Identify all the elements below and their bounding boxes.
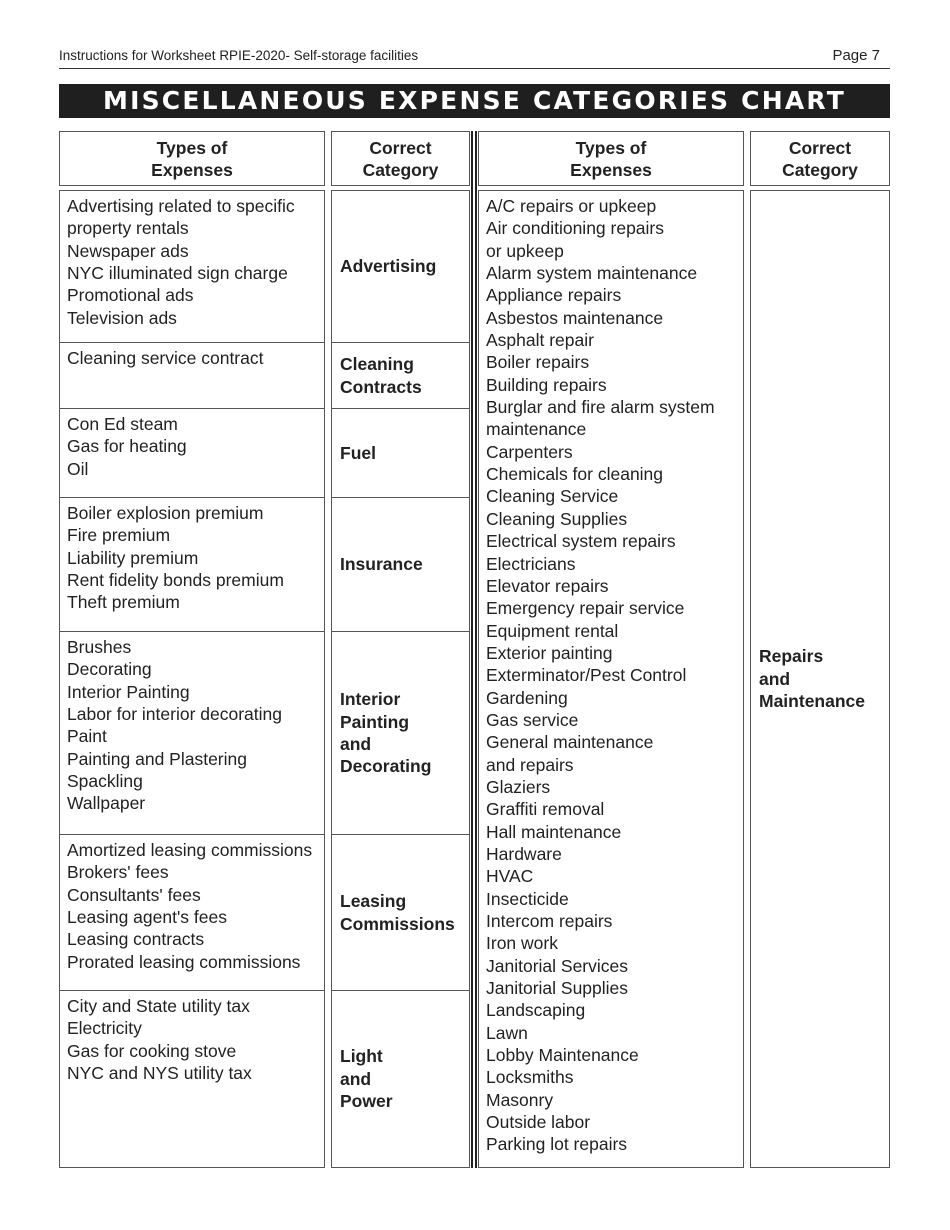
expense-item: Spackling <box>67 771 143 792</box>
expense-item: City and State utility tax <box>67 996 250 1016</box>
expense-item: Chemicals for cleaning <box>486 464 664 485</box>
expense-item: Con Ed steam <box>67 414 178 434</box>
expense-item: Liability premium <box>67 547 199 568</box>
expense-item: Decorating <box>67 659 152 680</box>
left-category-cell: Insurance <box>331 497 470 632</box>
expense-item: Exterminator/Pest Control <box>486 665 687 686</box>
right-types-header: Types of Expenses <box>478 131 744 186</box>
header-divider <box>59 68 890 69</box>
left-expense-cell <box>59 834 325 991</box>
expense-item: Janitorial Supplies <box>486 978 629 999</box>
expense-item: Rent fidelity bonds premium <box>67 570 284 591</box>
right-category-header: Correct Category <box>750 131 890 186</box>
expense-item: Oil <box>67 458 89 479</box>
expense-item: A/C repairs or upkeep <box>486 196 657 216</box>
expense-item: Lawn <box>486 1022 528 1043</box>
expense-item: Glaziers <box>486 776 551 797</box>
expense-item: Hall maintenance <box>486 821 622 842</box>
left-category-cell: Cleaning Contracts <box>331 342 470 409</box>
expense-item: Newspaper ads <box>67 240 189 261</box>
expense-item: General maintenance <box>486 732 654 753</box>
expense-item: NYC and NYS utility tax <box>67 1063 252 1084</box>
expense-item: Advertising related to specific <box>67 196 295 216</box>
expense-item: Gas for cooking stove <box>67 1040 237 1061</box>
expense-item: Electricians <box>486 553 576 574</box>
expense-item: Locksmiths <box>486 1067 574 1088</box>
expense-item: Promotional ads <box>67 285 194 306</box>
expense-item: Exterior painting <box>486 642 613 663</box>
center-divider-right <box>475 131 477 1168</box>
expense-item: Television ads <box>67 307 177 328</box>
expense-item: Building repairs <box>486 374 607 395</box>
expense-item: Parking lot repairs <box>486 1134 628 1155</box>
left-category-cell: Leasing Commissions <box>331 834 470 991</box>
center-divider-left <box>471 131 473 1168</box>
page-header-title: Instructions for Worksheet RPIE-2020- Self-storage facilities <box>59 48 419 63</box>
left-expense-cell <box>59 631 325 835</box>
expense-item: HVAC <box>486 866 534 887</box>
expense-item: Cleaning service contract <box>67 348 264 368</box>
expense-item: Leasing contracts <box>67 929 205 950</box>
expense-item: Equipment rental <box>486 620 619 641</box>
expense-item: Paint <box>67 726 107 747</box>
left-expense-cell <box>59 342 325 409</box>
expense-item: Elevator repairs <box>486 575 609 596</box>
left-category-cell: Advertising <box>331 190 470 343</box>
expense-item: Leasing agent's fees <box>67 907 227 928</box>
expense-item: Iron work <box>486 933 558 954</box>
expense-item: Alarm system maintenance <box>486 263 698 284</box>
expense-item: Brushes <box>67 637 132 657</box>
expense-item: Appliance repairs <box>486 285 622 306</box>
expense-item: or upkeep <box>486 240 564 261</box>
left-expense-cell <box>59 190 325 343</box>
expense-item: Gas for heating <box>67 436 187 457</box>
expense-item: Boiler repairs <box>486 352 590 373</box>
expense-item: Asbestos maintenance <box>486 307 664 328</box>
expense-item: Painting and Plastering <box>67 748 247 769</box>
left-expense-cell <box>59 408 325 498</box>
left-category-cell: Light and Power <box>331 990 470 1168</box>
expense-item: Landscaping <box>486 1000 586 1021</box>
expense-item: Asphalt repair <box>486 330 594 351</box>
expense-item: Gardening <box>486 687 568 708</box>
expense-item: Air conditioning repairs <box>486 218 665 239</box>
expense-item: Outside labor <box>486 1112 591 1133</box>
left-expense-cell <box>59 990 325 1168</box>
chart-title: MISCELLANEOUS EXPENSE CATEGORIES CHART <box>59 84 890 118</box>
expense-item: Brokers' fees <box>67 862 169 883</box>
expense-item: Janitorial Services <box>486 955 628 976</box>
expense-item: Interior Painting <box>67 681 190 702</box>
expense-item: Insecticide <box>486 888 569 909</box>
expense-item: Graffiti removal <box>486 799 605 820</box>
expense-item: Electricity <box>67 1018 142 1039</box>
expense-item: Cleaning Service <box>486 486 619 507</box>
left-types-header: Types of Expenses <box>59 131 325 186</box>
expense-item: Consultants' fees <box>67 884 201 905</box>
right-expense-list <box>478 190 744 1168</box>
expense-item: Wallpaper <box>67 793 146 814</box>
expense-item: and repairs <box>486 754 574 775</box>
right-category-repairs-maintenance: Repairs and Maintenance <box>750 190 890 1168</box>
expense-item: Cleaning Supplies <box>486 508 628 529</box>
page-number: Page 7 <box>832 47 880 64</box>
expense-item: Amortized leasing commissions <box>67 840 313 860</box>
expense-item: Electrical system repairs <box>486 531 676 552</box>
expense-item: Hardware <box>486 843 562 864</box>
expense-item: Boiler explosion premium <box>67 503 264 523</box>
left-category-cell: Fuel <box>331 408 470 498</box>
expense-item: NYC illuminated sign charge <box>67 263 288 284</box>
expense-item: Emergency repair service <box>486 598 685 619</box>
expense-item: maintenance <box>486 419 587 440</box>
expense-item: Burglar and fire alarm system <box>486 397 715 418</box>
expense-item: Gas service <box>486 709 579 730</box>
expense-item: Labor for interior decorating <box>67 704 282 725</box>
expense-item: Prorated leasing commissions <box>67 951 301 972</box>
expense-item: Masonry <box>486 1089 554 1110</box>
left-expense-cell <box>59 497 325 632</box>
left-category-header: Correct Category <box>331 131 470 186</box>
left-category-cell: Interior Painting and Decorating <box>331 631 470 835</box>
expense-item: Fire premium <box>67 525 171 546</box>
expense-item: Lobby Maintenance <box>486 1045 639 1066</box>
expense-item: Intercom repairs <box>486 911 613 931</box>
expense-item: property rentals <box>67 218 189 239</box>
expense-item: Theft premium <box>67 592 180 613</box>
expense-item: Carpenters <box>486 441 573 462</box>
